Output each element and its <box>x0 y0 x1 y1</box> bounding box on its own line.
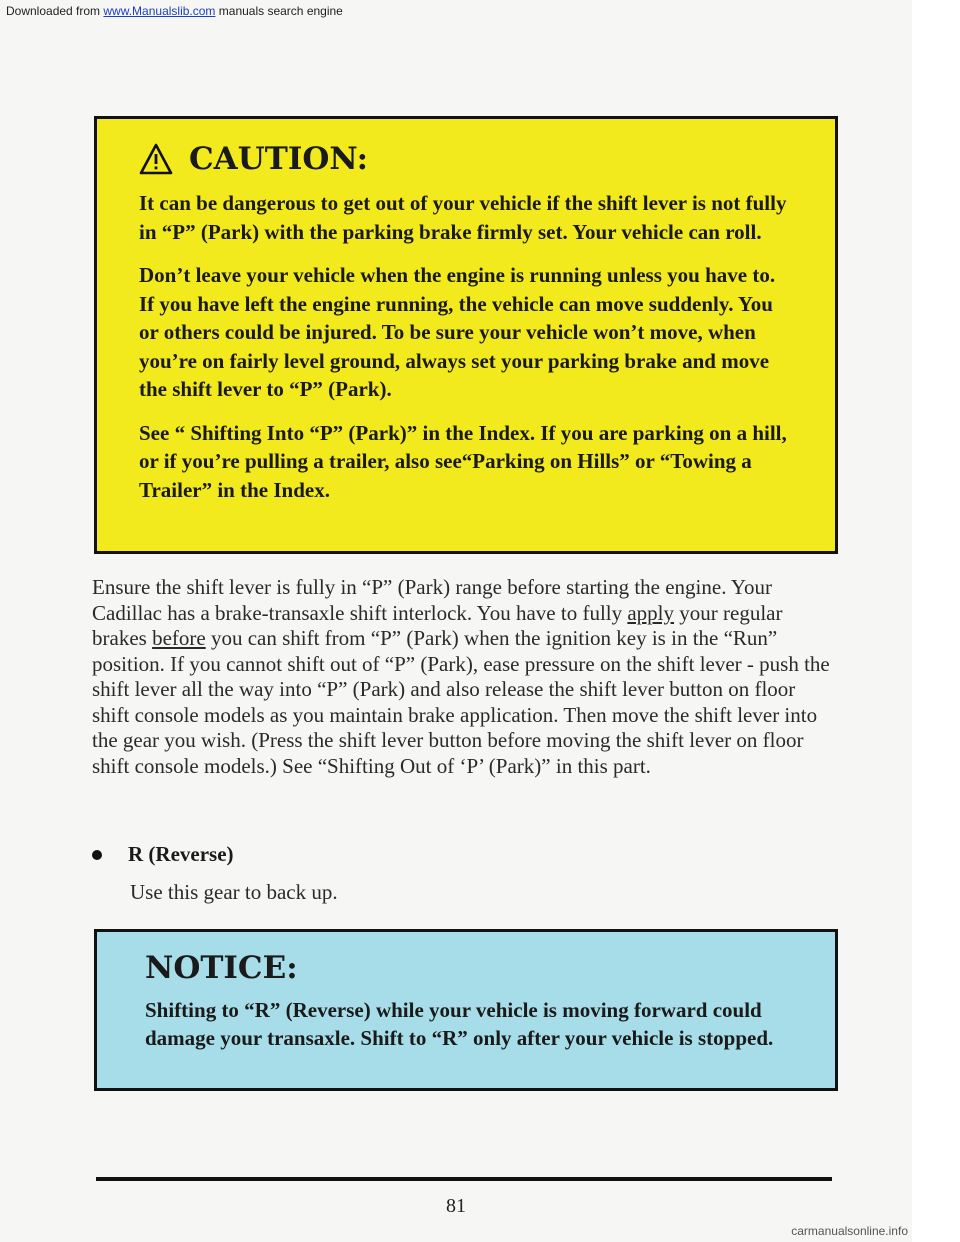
notice-text: Shifting to “R” (Reverse) while your vehicle is moving forward could damage your transaxle. Shift to “R” only after your vehicle is stopped. <box>145 998 774 1050</box>
caution-title: CAUTION: <box>189 141 369 177</box>
caution-paragraph: See “ Shifting Into “P” (Park)” in the Index. If you are parking on a hill, or if you’re pulling a trailer, also see“Parking on Hills” or “Towing a Trailer” in the Index. <box>139 420 787 502</box>
notice-box <box>94 929 838 1091</box>
notice-title: NOTICE: <box>145 950 298 986</box>
body-text-part: Ensure the shift lever is fully in “P” (Park) range before starting the engine. Your Cadillac has a brake-transaxle shift interlock. You have to fully <box>92 575 772 625</box>
footer-rule <box>96 1177 832 1181</box>
download-header <box>6 4 343 18</box>
reverse-bullet <box>92 842 234 867</box>
caution-paragraph: It can be dangerous to get out of your vehicle if the shift lever is not fully in “P” (Park) with the parking brake firmly set. Your vehicle can roll. <box>139 191 787 244</box>
body-paragraph <box>92 575 832 779</box>
body-text-part: your regular brakes <box>92 600 783 650</box>
manualslib-link[interactable]: www.Manualslib.com <box>103 4 216 18</box>
header-prefix: Downloaded from <box>6 4 104 18</box>
body-text-part: you can shift from “P” (Park) when the ignition key is in the “Run” position. If you cannot shift out of “P” (Park), ease pressure on the shift lever - push the shift lever all the way into “P” (Park) and also release the shift lever button on floor shift console models as you maintain brake application. Then move the shift lever into the gear you wish. (Press the shift lever button before moving the shift lever on floor shift console models.) See “Shifting Out of ‘P’ (Park)” in this part. <box>92 626 830 778</box>
reverse-heading: R (Reverse) <box>128 842 234 866</box>
reverse-description: Use this gear to back up. <box>130 880 338 904</box>
page-number: 81 <box>446 1195 466 1217</box>
caution-paragraph: Don’t leave your vehicle when the engine is running unless you have to. If you have left the engine running, the vehicle can move suddenly. You or others could be injured. To be sure your vehicle won’t move, when you’re on fairly level ground, always set your parking brake and move the shift lever to “P” (Park). <box>139 263 776 401</box>
emphasis-apply: apply <box>627 600 675 625</box>
bullet-icon <box>92 850 102 860</box>
header-suffix: manuals search engine <box>215 4 343 18</box>
caution-box <box>94 116 838 554</box>
emphasis-before: before <box>152 626 206 650</box>
watermark: carmanualsonline.info <box>791 1224 908 1238</box>
page-margin-strip <box>912 0 960 1242</box>
warning-triangle-icon <box>139 143 173 175</box>
caution-heading <box>139 141 795 177</box>
